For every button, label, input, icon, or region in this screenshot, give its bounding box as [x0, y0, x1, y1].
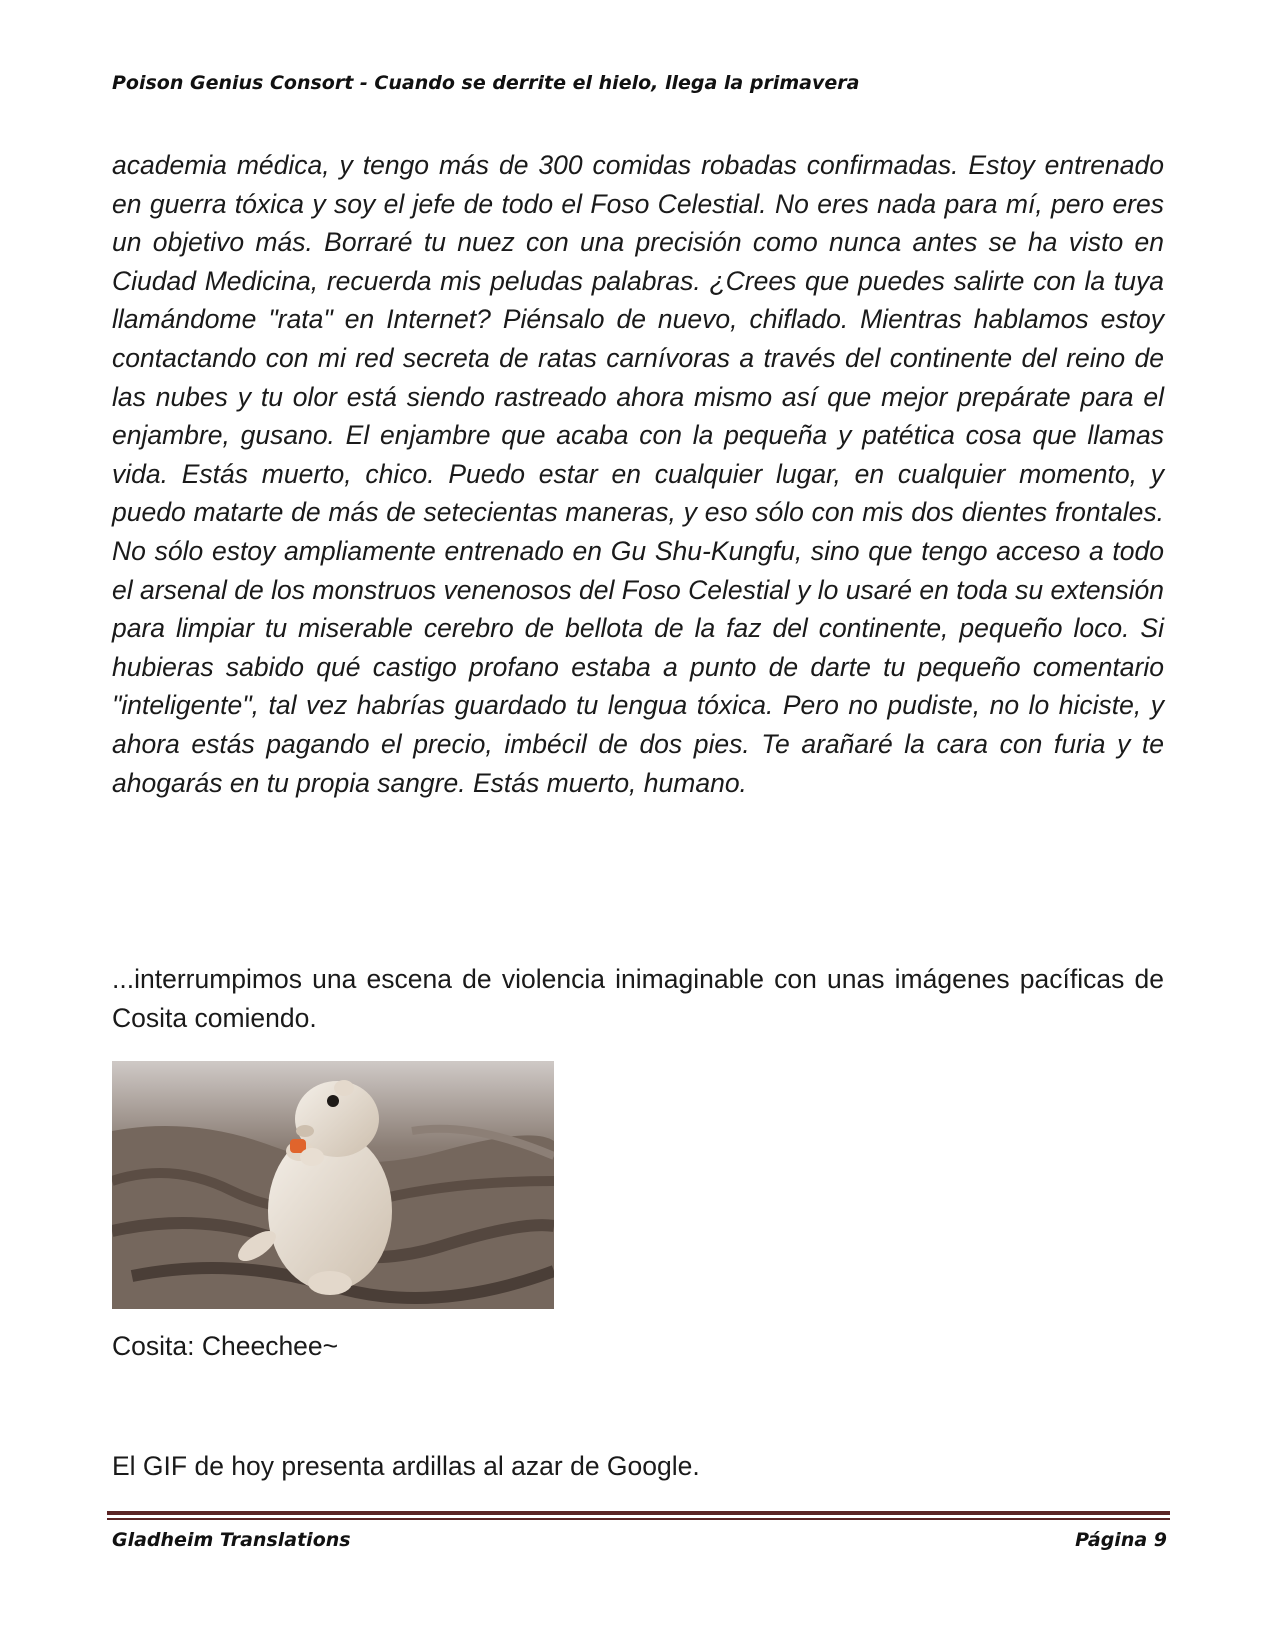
- gif-note: El GIF de hoy presenta ardillas al azar de Google.: [112, 1451, 700, 1481]
- footer-publisher: Gladheim Translations: [112, 1529, 351, 1551]
- squirrel-illustration: [112, 1061, 554, 1309]
- footer-page-number: Página 9: [1075, 1529, 1167, 1551]
- interrupt-paragraph: ...interrumpimos una escena de violencia inimaginable con unas imágenes pacíficas de Cosita comiendo.: [112, 964, 1164, 1033]
- footer-rule-thin: [107, 1518, 1170, 1520]
- photo-caption: Cosita: Cheechee~: [112, 1331, 339, 1361]
- footer-rule-thick: [107, 1511, 1170, 1515]
- squirrel-photo: [112, 1061, 554, 1309]
- italic-paragraph: academia médica, y tengo más de 300 comidas robadas confirmadas. Estoy entrenado en guerra tóxica y soy el jefe de todo el Foso Celestial. No eres nada para mí, pero eres un objetivo más. Borraré tu nuez con una precisión como nunca antes se ha visto en Ciudad Medicina, recuerda mis peludas palabras. ¿Crees que puedes salirte con la tuya llamándome "rata" en Internet? Piénsalo de nuevo, chiflado. Mientras hablamos estoy contactando con mi red secreta de ratas carnívoras a través del continente del reino de las nubes y tu olor está siendo rastreado ahora mismo así que mejor prepárate para el enjambre, gusano. El enjambre que acaba con la pequeña y patética cosa que llamas vida. Estás muerto, chico. Puedo estar en cualquier lugar, en cualquier momento, y puedo matarte de más de setecientas maneras, y eso sólo con mis dos dientes frontales. No sólo estoy ampliamente entrenado en Gu Shu-Kungfu, sino que tengo acceso a todo el arsenal de los monstruos venenosos del Foso Celestial y lo usaré en toda su extensión para limpiar tu miserable cerebro de bellota de la faz del continente, pequeño loco. Si hubieras sabido qué castigo profano estaba a punto de darte tu pequeño comentario "inteligente", tal vez habrías guardado tu lengua tóxica. Pero no pudiste, no lo hiciste, y ahora estás pagando el precio, imbécil de dos pies. Te arañaré la cara con furia y te ahogarás en tu propia sangre. Estás muerto, humano.: [112, 150, 1164, 798]
- page-header-title: Poison Genius Consort - Cuando se derrite el hielo, llega la primavera: [112, 72, 860, 94]
